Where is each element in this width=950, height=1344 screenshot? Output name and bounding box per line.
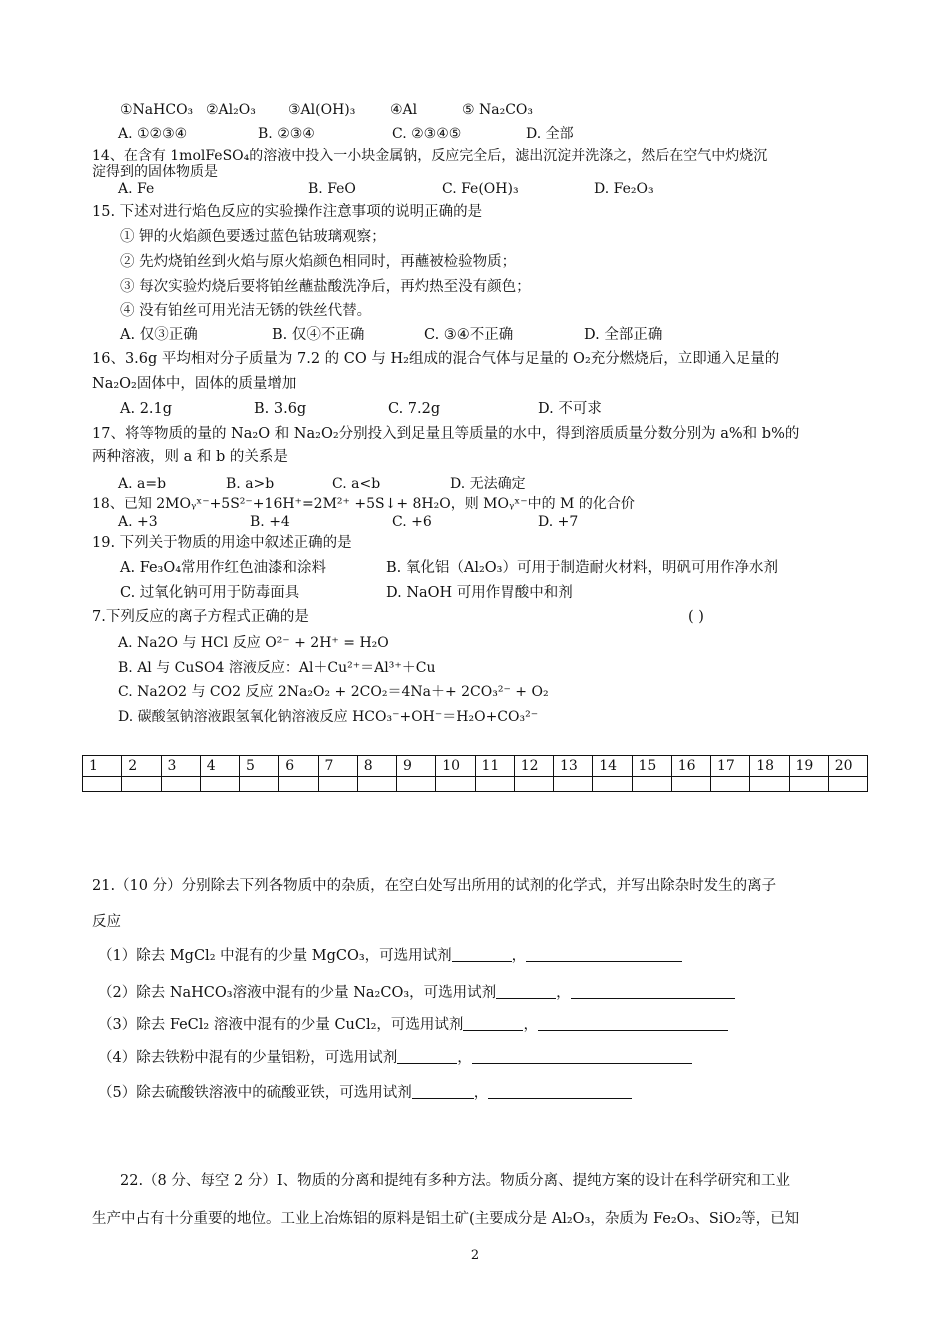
answer-cell[interactable] xyxy=(397,777,436,792)
table-header-cell: 19 xyxy=(789,756,828,777)
table-header-cell: 18 xyxy=(750,756,789,777)
q17-stem-line1: 17、将等物质的量的 Na₂O 和 Na₂O₂分别投入到足量且等质量的水中，得到溶质质量分数分别为 a%和 b%的 xyxy=(92,426,800,442)
option: B. +4 xyxy=(250,514,290,530)
q16-stem-line2: Na₂O₂固体中，固体的质量增加 xyxy=(92,376,297,392)
equation-blank[interactable] xyxy=(571,984,735,999)
q14-stem-line1: 14、在含有 1molFeSO₄的溶液中投入一小块金属钠，反应完全后，滤出沉淀并洗涤之，然后在空气中灼烧沉 xyxy=(92,148,768,164)
q15-point: ④ 没有铂丝可用光洁无锈的铁丝代替。 xyxy=(120,303,372,319)
answer-paren: ( ) xyxy=(688,609,704,625)
option: D. Fe₂O₃ xyxy=(594,181,654,197)
q21-item-text: （1）除去 MgCl₂ 中混有的少量 MgCO₃，可选用试剂 xyxy=(98,948,452,964)
q15-point: ① 钾的火焰颜色要透过蓝色钴玻璃观察； xyxy=(120,229,386,245)
comma: ， xyxy=(511,948,527,964)
q13-item: ③Al(OH)₃ xyxy=(288,102,356,118)
equation-blank[interactable] xyxy=(488,1084,632,1099)
q22-stem-line2: 生产中占有十分重要的地位。工业上冶炼铝的原料是铝土矿(主要成分是 Al₂O₃，杂质为 Fe₂O₃、SiO₂等，已知 xyxy=(92,1211,800,1227)
option: A. a=b xyxy=(118,476,167,492)
answer-table xyxy=(82,755,868,792)
option: C. Fe(OH)₃ xyxy=(442,181,519,197)
option: A. Na2O 与 HCl 反应 O²⁻ + 2H⁺ = H₂O xyxy=(118,635,389,651)
option: C. 7.2g xyxy=(388,401,441,417)
table-header-cell: 13 xyxy=(554,756,593,777)
option: D. 不可求 xyxy=(538,401,602,417)
option: A. ①②③④ xyxy=(118,126,188,142)
table-header-cell: 10 xyxy=(436,756,475,777)
q13-item: ②Al₂O₃ xyxy=(206,102,256,118)
answer-cell[interactable] xyxy=(436,777,475,792)
q21-stem-line1: 21.（10 分）分别除去下列各物质中的杂质，在空白处写出所用的试剂的化学式，并写出除杂时发生的离子 xyxy=(92,878,777,894)
answer-cell[interactable] xyxy=(83,777,122,792)
q22-stem-line1: 22.（8 分、每空 2 分）Ⅰ、物质的分离和提纯有多种方法。物质分离、提纯方案的设计在科学研究和工业 xyxy=(120,1173,791,1189)
q14-stem-line2: 淀得到的固体物质是 xyxy=(92,164,218,180)
option: B. 仅④不正确 xyxy=(272,327,365,343)
answer-cell[interactable] xyxy=(789,777,828,792)
table-header-cell: 8 xyxy=(357,756,396,777)
option: B. FeO xyxy=(308,181,356,197)
option: C. ②③④⑤ xyxy=(392,126,462,142)
q21-item-text: （3）除去 FeCl₂ 溶液中混有的少量 CuCl₂，可选用试剂 xyxy=(98,1017,464,1033)
reagent-blank[interactable] xyxy=(397,1049,457,1064)
answer-cell[interactable] xyxy=(828,777,867,792)
q21-item-text: （4）除去铁粉中混有的少量铝粉，可选用试剂 xyxy=(98,1050,398,1066)
answer-cell[interactable] xyxy=(750,777,789,792)
q15-stem: 15. 下述对进行焰色反应的实验操作注意事项的说明正确的是 xyxy=(92,204,483,220)
answer-cell[interactable] xyxy=(632,777,671,792)
equation-blank[interactable] xyxy=(538,1016,728,1031)
q21-item-2 xyxy=(98,984,735,1002)
table-header-cell: 3 xyxy=(161,756,200,777)
answer-cell[interactable] xyxy=(514,777,553,792)
q21-item-text: （2）除去 NaHCO₃溶液中混有的少量 Na₂CO₃，可选用试剂 xyxy=(98,985,497,1001)
option: D. NaOH 可用作胃酸中和剂 xyxy=(386,585,573,601)
table-header-cell: 9 xyxy=(397,756,436,777)
page-number: 2 xyxy=(470,1248,480,1263)
table-header-cell: 4 xyxy=(200,756,239,777)
answer-cell[interactable] xyxy=(122,777,161,792)
comma: ， xyxy=(556,985,571,1001)
option: D. 全部正确 xyxy=(584,327,663,343)
answer-cell[interactable] xyxy=(357,777,396,792)
answer-cell[interactable] xyxy=(318,777,357,792)
q15-point: ③ 每次实验灼烧后要将铂丝蘸盐酸洗净后，再灼热至没有颜色； xyxy=(120,279,531,295)
table-header-cell: 7 xyxy=(318,756,357,777)
q21-item-3 xyxy=(98,1016,728,1034)
comma: ， xyxy=(457,1050,472,1066)
option: A. 2.1g xyxy=(120,401,173,417)
q21-item-text: （5）除去硫酸铁溶液中的硫酸亚铁，可选用试剂 xyxy=(98,1085,412,1101)
option: A. Fe xyxy=(118,181,155,197)
table-header-cell: 12 xyxy=(514,756,553,777)
option: B. a>b xyxy=(226,476,275,492)
table-header-cell: 15 xyxy=(632,756,671,777)
answer-cell[interactable] xyxy=(161,777,200,792)
table-header-cell: 6 xyxy=(279,756,318,777)
option: B. 3.6g xyxy=(254,401,307,417)
answer-table-header-row xyxy=(83,756,868,777)
table-header-cell: 1 xyxy=(83,756,122,777)
reagent-blank[interactable] xyxy=(412,1084,474,1099)
q18-options xyxy=(118,513,578,531)
option: C. +6 xyxy=(392,514,432,530)
option: B. 氧化铝（Al₂O₃）可用于制造耐火材料，明矾可用作净水剂 xyxy=(386,560,778,576)
table-header-cell: 16 xyxy=(671,756,710,777)
q18-stem: 18、已知 2MOᵧˣ⁻+5S²⁻+16H⁺=2M²⁺ +5S↓+ 8H₂O，则 MOᵧˣ⁻中的 M 的化合价 xyxy=(92,496,635,512)
answer-cell[interactable] xyxy=(279,777,318,792)
q13-options xyxy=(118,125,574,143)
option: A. Fe₃O₄常用作红色油漆和涂料 xyxy=(120,560,327,576)
option: C. 过氧化钠可用于防毒面具 xyxy=(120,585,300,601)
q21-item-5 xyxy=(98,1084,632,1102)
table-header-cell: 17 xyxy=(711,756,750,777)
equation-blank[interactable] xyxy=(526,947,682,962)
answer-cell[interactable] xyxy=(711,777,750,792)
option: B. Al 与 CuSO4 溶液反应：Al＋Cu²⁺＝Al³⁺＋Cu xyxy=(118,660,436,676)
equation-blank[interactable] xyxy=(472,1049,692,1064)
q21-stem-line2: 反应 xyxy=(92,914,121,930)
q21-item-4 xyxy=(98,1049,692,1067)
q17-options xyxy=(118,475,526,493)
q13-item: ④Al xyxy=(390,102,418,118)
option: D. 无法确定 xyxy=(450,476,526,492)
option: A. 仅③正确 xyxy=(120,327,198,343)
comma: ， xyxy=(523,1017,538,1033)
q16-options xyxy=(120,400,602,418)
q13-item: ⑤ Na₂CO₃ xyxy=(462,102,534,118)
q19-stem: 19. 下列关于物质的用途中叙述正确的是 xyxy=(92,535,352,551)
option: A. +3 xyxy=(118,514,158,530)
answer-table-answer-row xyxy=(83,777,868,792)
answer-cell[interactable] xyxy=(593,777,632,792)
q17-stem-line2: 两种溶液，则 a 和 b 的关系是 xyxy=(92,449,288,465)
answer-cell[interactable] xyxy=(475,777,514,792)
option: C. ③④不正确 xyxy=(424,327,514,343)
option: D. 全部 xyxy=(526,126,574,142)
q15-options xyxy=(120,326,662,344)
option: C. Na2O2 与 CO2 反应 2Na₂O₂ + 2CO₂＝4Na＋+ 2CO₃²⁻ + O₂ xyxy=(118,684,549,700)
option: C. a<b xyxy=(332,476,381,492)
q7-stem: 7.下列反应的离子方程式正确的是 xyxy=(92,609,309,625)
table-header-cell: 14 xyxy=(593,756,632,777)
answer-cell[interactable] xyxy=(240,777,279,792)
q21-item-1 xyxy=(98,947,682,965)
table-header-cell: 2 xyxy=(122,756,161,777)
answer-cell[interactable] xyxy=(554,777,593,792)
comma: ， xyxy=(473,1085,489,1101)
reagent-blank[interactable] xyxy=(496,984,556,999)
answer-cell[interactable] xyxy=(671,777,710,792)
option: D. +7 xyxy=(538,514,579,530)
option: D. 碳酸氢钠溶液跟氢氧化钠溶液反应 HCO₃⁻+OH⁻＝H₂O+CO₃²⁻ xyxy=(118,709,539,725)
table-header-cell: 5 xyxy=(240,756,279,777)
table-header-cell: 11 xyxy=(475,756,514,777)
q15-point: ② 先灼烧铂丝到火焰与原火焰颜色相同时，再蘸被检验物质； xyxy=(120,254,517,270)
answer-cell[interactable] xyxy=(200,777,239,792)
q13-item: ①NaHCO₃ xyxy=(120,102,194,118)
table-header-cell: 20 xyxy=(828,756,867,777)
q14-options xyxy=(118,180,654,198)
option: B. ②③④ xyxy=(258,126,315,142)
q16-stem-line1: 16、3.6g 平均相对分子质量为 7.2 的 CO 与 H₂组成的混合气体与足量的 O₂充分燃烧后，立即通入足量的 xyxy=(92,351,780,367)
reagent-blank[interactable] xyxy=(463,1016,523,1031)
q13-items xyxy=(120,101,533,119)
reagent-blank[interactable] xyxy=(452,947,512,962)
